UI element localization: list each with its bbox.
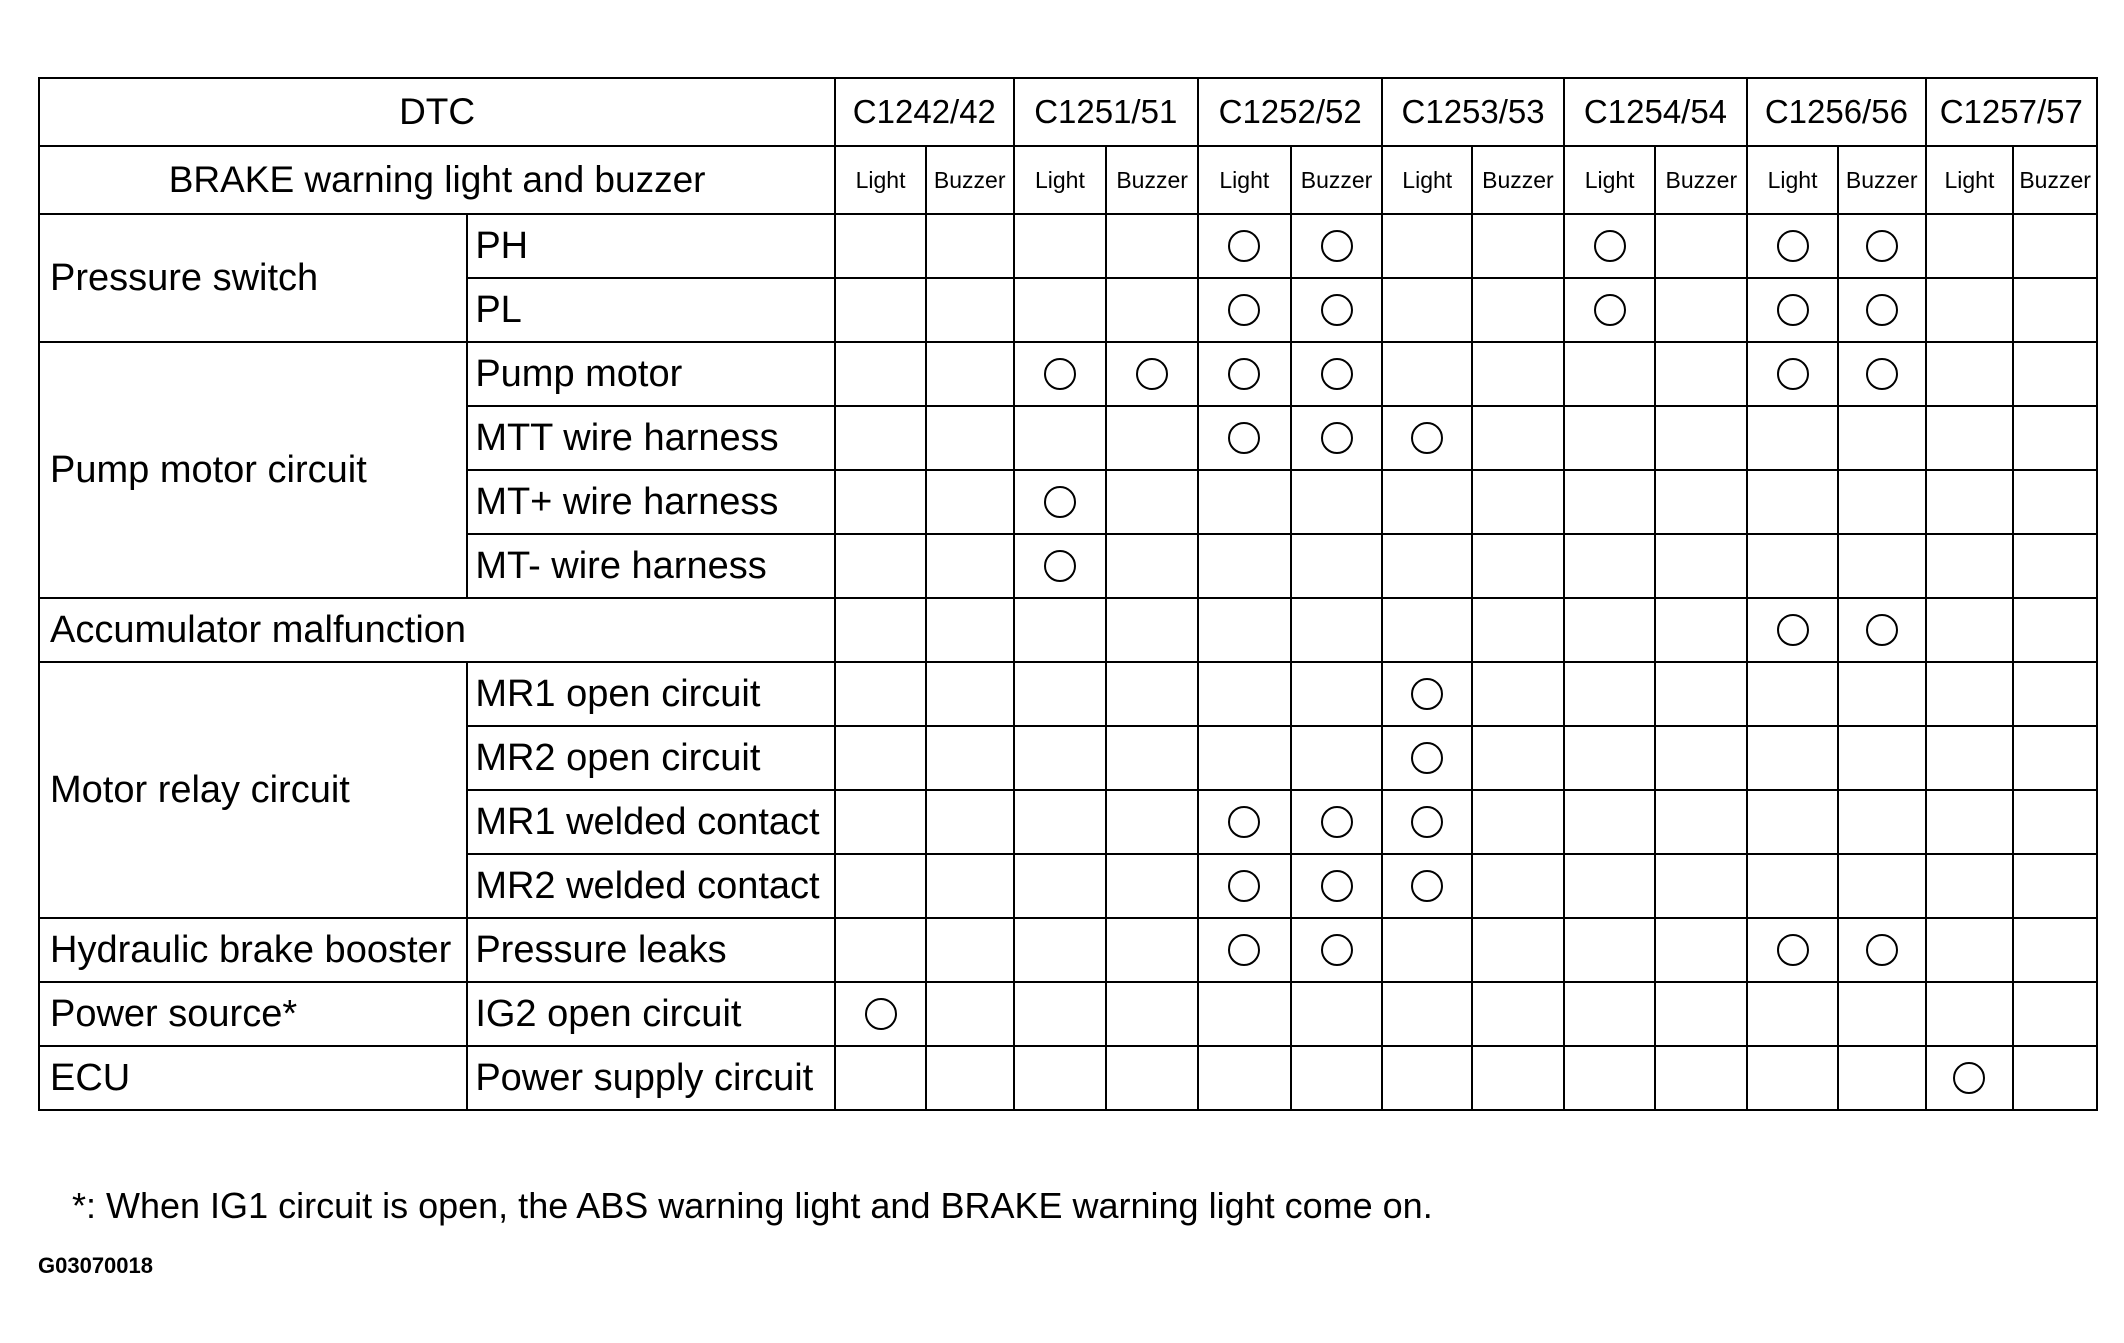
buzzer-cell xyxy=(1838,214,1926,278)
light-cell xyxy=(835,470,926,534)
light-cell xyxy=(1564,662,1656,726)
circle-mark-icon xyxy=(1777,934,1809,966)
buzzer-cell xyxy=(1655,214,1747,278)
buzzer-cell xyxy=(926,918,1014,982)
circle-mark-icon xyxy=(1321,294,1353,326)
buzzer-cell xyxy=(2013,1046,2097,1110)
buzzer-cell xyxy=(1472,1046,1564,1110)
buzzer-cell xyxy=(1655,278,1747,342)
buzzer-cell xyxy=(1472,790,1564,854)
light-cell xyxy=(1382,278,1472,342)
buzzer-cell xyxy=(1106,342,1198,406)
light-cell xyxy=(1198,598,1291,662)
buzzer-cell xyxy=(1291,1046,1383,1110)
circle-mark-icon xyxy=(1866,294,1898,326)
light-cell xyxy=(1198,982,1291,1046)
group-label: ECU xyxy=(39,1046,467,1110)
buzzer-cell xyxy=(2013,470,2097,534)
light-cell xyxy=(1014,278,1107,342)
item-label: PL xyxy=(467,278,835,342)
buzzer-cell xyxy=(2013,342,2097,406)
light-cell xyxy=(1382,470,1472,534)
circle-mark-icon xyxy=(1228,934,1260,966)
buzzer-cell xyxy=(1106,854,1198,918)
light-cell xyxy=(835,342,926,406)
buzzer-cell xyxy=(926,598,1014,662)
buzzer-cell xyxy=(2013,854,2097,918)
buzzer-cell xyxy=(1472,470,1564,534)
light-cell xyxy=(1564,534,1656,598)
item-label: MR1 welded contact xyxy=(467,790,835,854)
light-cell xyxy=(1014,534,1107,598)
light-cell xyxy=(1564,598,1656,662)
buzzer-cell xyxy=(1472,662,1564,726)
light-cell xyxy=(1382,790,1472,854)
buzzer-cell xyxy=(1291,598,1383,662)
buzzer-cell xyxy=(1291,406,1383,470)
buzzer-subheader: Buzzer xyxy=(1655,146,1747,214)
dtc-code-header: C1251/51 xyxy=(1014,78,1198,146)
light-cell xyxy=(1382,214,1472,278)
buzzer-cell xyxy=(1838,726,1926,790)
light-cell xyxy=(1926,918,2014,982)
buzzer-cell xyxy=(1655,1046,1747,1110)
buzzer-cell xyxy=(926,470,1014,534)
light-cell xyxy=(835,598,926,662)
circle-mark-icon xyxy=(1044,486,1076,518)
buzzer-cell xyxy=(1655,854,1747,918)
buzzer-cell xyxy=(1291,918,1383,982)
buzzer-cell xyxy=(2013,982,2097,1046)
buzzer-cell xyxy=(1291,278,1383,342)
buzzer-cell xyxy=(1472,534,1564,598)
light-cell xyxy=(1747,342,1838,406)
buzzer-cell xyxy=(1838,662,1926,726)
circle-mark-icon xyxy=(1866,614,1898,646)
footnote: *: When IG1 circuit is open, the ABS warning light and BRAKE warning light come on. xyxy=(72,1185,1433,1226)
circle-mark-icon xyxy=(1228,294,1260,326)
light-cell xyxy=(1926,470,2014,534)
light-subheader: Light xyxy=(1926,146,2014,214)
light-cell xyxy=(1382,918,1472,982)
circle-mark-icon xyxy=(1228,230,1260,262)
light-cell xyxy=(1747,470,1838,534)
buzzer-cell xyxy=(926,1046,1014,1110)
light-cell xyxy=(1198,534,1291,598)
light-cell xyxy=(1198,918,1291,982)
buzzer-cell xyxy=(1291,662,1383,726)
circle-mark-icon xyxy=(1411,678,1443,710)
light-cell xyxy=(1198,662,1291,726)
light-cell xyxy=(1747,726,1838,790)
circle-mark-icon xyxy=(1866,358,1898,390)
dtc-table xyxy=(38,77,2098,1111)
circle-mark-icon xyxy=(1777,230,1809,262)
buzzer-cell xyxy=(926,342,1014,406)
light-cell xyxy=(1747,534,1838,598)
light-cell xyxy=(1198,726,1291,790)
light-cell xyxy=(1564,470,1656,534)
light-cell xyxy=(1382,534,1472,598)
circle-mark-icon xyxy=(1321,806,1353,838)
brake-header-label: BRAKE warning light and buzzer xyxy=(39,146,835,214)
light-cell xyxy=(1382,982,1472,1046)
light-cell xyxy=(1926,214,2014,278)
table-body xyxy=(39,78,2097,1110)
light-cell xyxy=(1564,790,1656,854)
buzzer-cell xyxy=(1106,726,1198,790)
light-cell xyxy=(1014,726,1107,790)
light-cell xyxy=(1926,598,2014,662)
light-cell xyxy=(1382,342,1472,406)
buzzer-cell xyxy=(1838,342,1926,406)
buzzer-cell xyxy=(1472,342,1564,406)
circle-mark-icon xyxy=(1228,422,1260,454)
buzzer-cell xyxy=(1472,918,1564,982)
light-cell xyxy=(1564,918,1656,982)
item-label: MR2 welded contact xyxy=(467,854,835,918)
light-cell xyxy=(835,1046,926,1110)
light-cell xyxy=(1747,918,1838,982)
circle-mark-icon xyxy=(1411,742,1443,774)
buzzer-cell xyxy=(1655,406,1747,470)
light-cell xyxy=(1382,854,1472,918)
circle-mark-icon xyxy=(1228,870,1260,902)
circle-mark-icon xyxy=(865,998,897,1030)
buzzer-cell xyxy=(1655,918,1747,982)
dtc-code-header: C1257/57 xyxy=(1926,78,2097,146)
row-label-full: Accumulator malfunction xyxy=(39,598,835,662)
item-label: Pressure leaks xyxy=(467,918,835,982)
light-cell xyxy=(1014,598,1107,662)
light-cell xyxy=(835,982,926,1046)
buzzer-cell xyxy=(926,662,1014,726)
item-label: Pump motor xyxy=(467,342,835,406)
buzzer-cell xyxy=(926,790,1014,854)
light-cell xyxy=(1198,1046,1291,1110)
buzzer-cell xyxy=(1655,342,1747,406)
buzzer-cell xyxy=(1291,726,1383,790)
light-cell xyxy=(1382,406,1472,470)
buzzer-cell xyxy=(1106,982,1198,1046)
buzzer-cell xyxy=(1106,406,1198,470)
buzzer-cell xyxy=(1291,342,1383,406)
light-cell xyxy=(1747,662,1838,726)
buzzer-cell xyxy=(926,534,1014,598)
light-cell xyxy=(1926,406,2014,470)
light-cell xyxy=(1014,982,1107,1046)
light-cell xyxy=(1926,726,2014,790)
light-cell xyxy=(1014,790,1107,854)
buzzer-cell xyxy=(1106,662,1198,726)
buzzer-cell xyxy=(1106,598,1198,662)
table-row xyxy=(39,982,2097,1046)
buzzer-cell xyxy=(1291,790,1383,854)
item-label: IG2 open circuit xyxy=(467,982,835,1046)
buzzer-cell xyxy=(2013,278,2097,342)
buzzer-cell xyxy=(1106,470,1198,534)
header-row-dtc xyxy=(39,78,2097,146)
item-label: MT- wire harness xyxy=(467,534,835,598)
buzzer-cell xyxy=(1291,534,1383,598)
light-cell xyxy=(1198,470,1291,534)
figure-id: G03070018 xyxy=(38,1253,153,1278)
buzzer-cell xyxy=(2013,726,2097,790)
light-subheader: Light xyxy=(1747,146,1838,214)
buzzer-cell xyxy=(1472,854,1564,918)
light-cell xyxy=(1564,1046,1656,1110)
circle-mark-icon xyxy=(1594,294,1626,326)
light-cell xyxy=(1926,790,2014,854)
group-label: Pressure switch xyxy=(39,214,467,342)
buzzer-subheader: Buzzer xyxy=(2013,146,2097,214)
buzzer-cell xyxy=(1106,918,1198,982)
table-row xyxy=(39,598,2097,662)
buzzer-cell xyxy=(1291,214,1383,278)
buzzer-subheader: Buzzer xyxy=(1106,146,1198,214)
buzzer-cell xyxy=(926,726,1014,790)
table-row xyxy=(39,214,2097,278)
circle-mark-icon xyxy=(1228,358,1260,390)
table-row xyxy=(39,918,2097,982)
light-cell xyxy=(1014,406,1107,470)
buzzer-subheader: Buzzer xyxy=(1472,146,1564,214)
light-cell xyxy=(1014,918,1107,982)
light-subheader: Light xyxy=(1198,146,1291,214)
buzzer-cell xyxy=(1655,598,1747,662)
buzzer-cell xyxy=(1838,790,1926,854)
circle-mark-icon xyxy=(1777,614,1809,646)
light-cell xyxy=(1926,982,2014,1046)
light-cell xyxy=(1564,854,1656,918)
dtc-code-header: C1256/56 xyxy=(1747,78,1925,146)
light-cell xyxy=(1926,278,2014,342)
item-label: MR1 open circuit xyxy=(467,662,835,726)
light-cell xyxy=(1926,1046,2014,1110)
buzzer-cell xyxy=(926,982,1014,1046)
light-cell xyxy=(835,918,926,982)
circle-mark-icon xyxy=(1321,870,1353,902)
light-cell xyxy=(1747,790,1838,854)
buzzer-cell xyxy=(1106,534,1198,598)
light-subheader: Light xyxy=(1564,146,1656,214)
circle-mark-icon xyxy=(1321,422,1353,454)
item-label: MTT wire harness xyxy=(467,406,835,470)
buzzer-cell xyxy=(1838,534,1926,598)
buzzer-cell xyxy=(1655,534,1747,598)
light-cell xyxy=(1198,406,1291,470)
buzzer-cell xyxy=(1472,278,1564,342)
buzzer-cell xyxy=(1472,982,1564,1046)
light-cell xyxy=(1198,854,1291,918)
light-cell xyxy=(1926,534,2014,598)
buzzer-cell xyxy=(1838,598,1926,662)
light-cell xyxy=(1198,342,1291,406)
table-row xyxy=(39,1046,2097,1110)
buzzer-cell xyxy=(1838,406,1926,470)
light-cell xyxy=(1014,214,1107,278)
light-cell xyxy=(835,662,926,726)
light-cell xyxy=(1747,406,1838,470)
buzzer-cell xyxy=(1838,918,1926,982)
group-label: Power source* xyxy=(39,982,467,1046)
item-label: PH xyxy=(467,214,835,278)
group-label: Motor relay circuit xyxy=(39,662,467,918)
dtc-code-header: C1252/52 xyxy=(1198,78,1382,146)
buzzer-cell xyxy=(1838,1046,1926,1110)
buzzer-subheader: Buzzer xyxy=(1291,146,1383,214)
buzzer-cell xyxy=(1838,470,1926,534)
header-row-light-buzzer xyxy=(39,146,2097,214)
light-cell xyxy=(835,534,926,598)
circle-mark-icon xyxy=(1228,806,1260,838)
buzzer-cell xyxy=(1472,406,1564,470)
light-cell xyxy=(1747,278,1838,342)
buzzer-cell xyxy=(1291,982,1383,1046)
buzzer-cell xyxy=(1655,982,1747,1046)
buzzer-cell xyxy=(1106,790,1198,854)
item-label: MR2 open circuit xyxy=(467,726,835,790)
table-row xyxy=(39,342,2097,406)
group-label: Pump motor circuit xyxy=(39,342,467,598)
light-cell xyxy=(1747,598,1838,662)
circle-mark-icon xyxy=(1411,870,1443,902)
light-cell xyxy=(835,726,926,790)
table-row xyxy=(39,662,2097,726)
light-cell xyxy=(1198,278,1291,342)
item-label: MT+ wire harness xyxy=(467,470,835,534)
buzzer-cell xyxy=(2013,790,2097,854)
light-cell xyxy=(1926,342,2014,406)
group-label: Hydraulic brake booster xyxy=(39,918,467,982)
buzzer-subheader: Buzzer xyxy=(1838,146,1926,214)
circle-mark-icon xyxy=(1953,1062,1985,1094)
light-cell xyxy=(835,790,926,854)
dtc-code-header: C1253/53 xyxy=(1382,78,1563,146)
light-cell xyxy=(1382,726,1472,790)
buzzer-cell xyxy=(2013,662,2097,726)
light-cell xyxy=(1747,982,1838,1046)
circle-mark-icon xyxy=(1321,230,1353,262)
light-subheader: Light xyxy=(1382,146,1472,214)
buzzer-cell xyxy=(1655,470,1747,534)
light-cell xyxy=(1564,214,1656,278)
light-cell xyxy=(1564,726,1656,790)
light-cell xyxy=(1014,662,1107,726)
buzzer-cell xyxy=(1106,214,1198,278)
buzzer-cell xyxy=(1291,854,1383,918)
buzzer-cell xyxy=(1838,982,1926,1046)
light-cell xyxy=(1564,406,1656,470)
buzzer-cell xyxy=(1655,726,1747,790)
buzzer-cell xyxy=(2013,406,2097,470)
light-cell xyxy=(1926,662,2014,726)
circle-mark-icon xyxy=(1777,358,1809,390)
circle-mark-icon xyxy=(1044,358,1076,390)
buzzer-cell xyxy=(926,854,1014,918)
circle-mark-icon xyxy=(1321,934,1353,966)
circle-mark-icon xyxy=(1866,934,1898,966)
buzzer-cell xyxy=(926,214,1014,278)
light-cell xyxy=(1198,214,1291,278)
circle-mark-icon xyxy=(1411,422,1443,454)
light-cell xyxy=(1564,342,1656,406)
buzzer-cell xyxy=(1655,790,1747,854)
light-cell xyxy=(1747,1046,1838,1110)
buzzer-cell xyxy=(2013,534,2097,598)
light-cell xyxy=(1747,854,1838,918)
dtc-header-label: DTC xyxy=(39,78,835,146)
buzzer-cell xyxy=(2013,918,2097,982)
buzzer-cell xyxy=(926,406,1014,470)
buzzer-cell xyxy=(1472,214,1564,278)
buzzer-cell xyxy=(1291,470,1383,534)
light-subheader: Light xyxy=(1014,146,1107,214)
light-cell xyxy=(835,854,926,918)
light-cell xyxy=(1198,790,1291,854)
circle-mark-icon xyxy=(1136,358,1168,390)
buzzer-cell xyxy=(2013,598,2097,662)
item-label: Power supply circuit xyxy=(467,1046,835,1110)
buzzer-cell xyxy=(1655,662,1747,726)
circle-mark-icon xyxy=(1044,550,1076,582)
light-cell xyxy=(1747,214,1838,278)
light-cell xyxy=(1382,662,1472,726)
buzzer-cell xyxy=(1106,1046,1198,1110)
light-cell xyxy=(1382,598,1472,662)
light-cell xyxy=(1382,1046,1472,1110)
light-cell xyxy=(1926,854,2014,918)
circle-mark-icon xyxy=(1321,358,1353,390)
dtc-code-header: C1254/54 xyxy=(1564,78,1747,146)
buzzer-cell xyxy=(926,278,1014,342)
buzzer-cell xyxy=(1838,854,1926,918)
circle-mark-icon xyxy=(1594,230,1626,262)
buzzer-cell xyxy=(1472,598,1564,662)
light-cell xyxy=(835,214,926,278)
light-cell xyxy=(1014,1046,1107,1110)
light-cell xyxy=(1564,278,1656,342)
light-cell xyxy=(1014,470,1107,534)
light-cell xyxy=(1014,342,1107,406)
buzzer-cell xyxy=(1838,278,1926,342)
buzzer-cell xyxy=(1106,278,1198,342)
light-subheader: Light xyxy=(835,146,926,214)
circle-mark-icon xyxy=(1777,294,1809,326)
circle-mark-icon xyxy=(1866,230,1898,262)
light-cell xyxy=(1014,854,1107,918)
buzzer-subheader: Buzzer xyxy=(926,146,1014,214)
buzzer-cell xyxy=(1472,726,1564,790)
circle-mark-icon xyxy=(1411,806,1443,838)
dtc-code-header: C1242/42 xyxy=(835,78,1013,146)
light-cell xyxy=(1564,982,1656,1046)
buzzer-cell xyxy=(2013,214,2097,278)
light-cell xyxy=(835,406,926,470)
light-cell xyxy=(835,278,926,342)
